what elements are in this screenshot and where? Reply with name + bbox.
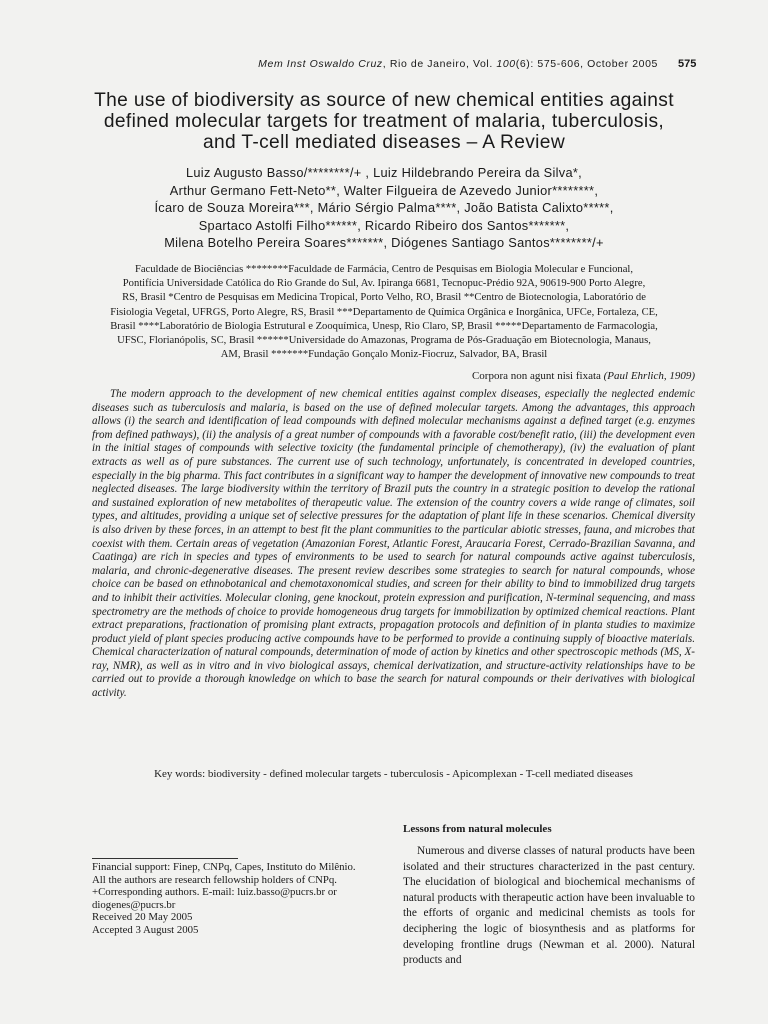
journal-name: Mem Inst Oswaldo Cruz xyxy=(258,58,383,70)
section-heading: Lessons from natural molecules xyxy=(403,823,552,835)
running-header xyxy=(0,58,768,74)
body-text xyxy=(403,844,695,969)
abstract-text: The modern approach to the development of new chemical entities against complex diseases, especially the neglected endemic diseases such as tuberculosis and malaria, is based on the use of defined molecular targets. Among the advantages, this approach allows (i) the search and identification of lead compounds with defined molecular mechanisms against a defined target (e.g. enzymes from defined pathways), (ii) the analysis of a great number of compounds with a favorable cost/benefit ratio, (iii) the development even in the initial stages of compounds with selective toxicity (the fundamental principle of chemotherapy), (iv) the evaluation of plant extracts as well as of pure substances. The current use of such technology, unfortunately, is concentrated in developed countries, especially in the big pharma. This fact contributes in a significant way to hamper the development of innovative new compounds to treat neglected diseases. The large biodiversity within the territory of Brazil puts the country in a strategic position to develop the rational and sustained exploration of new metabolites of therapeutic value. The extension of the country covers a wide range of climates, soil types, and altitudes, providing a unique set of selective pressures for the adaptation of plant life in these scenarios. Chemical diversity is also driven by these forces, in an attempt to best fit the plant communities to the particular abiotic stresses, fauna, and microbes that coexist with them. Certain areas of vegetation (Amazonian Forest, Atlantic Forest, Araucaria Forest, Cerrado-Brazilian Savanna, and Caatinga) are rich in species and types of environments to be used to search for natural compounds active against tuberculosis, malaria, and chronic-degenerative diseases. The present review describes some strategies to search for natural compounds, whose choice can be based on ethnobotanical and chemotaxonomical studies, and screen for their ability to bind to immobilized drug targets and to inhibit their activities. Molecular cloning, gene knockout, protein expression and purification, N-terminal sequencing, and mass spectrometry are the methods of choice to provide homogeneous drug targets for immobilization by optimized chemical reactions. Plant extract preparations, fractionation of promising plant extracts, propagation protocols and definition of in planta studies to maximize product yield of plant species producing active compounds have to be performed to provide a continuing supply of bioactive materials. Chemical characterization of natural compounds, determination of mode of action by kinetics and other spectroscopic methods (MS, X-ray, NMR), as well as in vitro and in vivo biological assays, chemical derivatization, and structure-activity relationships have to be carried out to provide a thorough knowledge on which to base the search for natural compounds or their derivatives with biological activity. xyxy=(92,388,695,700)
epigraph-source: (Paul Ehrlich, 1909) xyxy=(603,370,695,382)
abstract xyxy=(92,388,695,701)
author-line: Arthur Germano Fett-Neto**, Walter Filgueira de Azevedo Junior********, xyxy=(169,182,599,198)
title-line: and T-cell mediated diseases – A Review xyxy=(202,132,566,153)
journal-location: , Rio de Janeiro, Vol. xyxy=(382,58,497,70)
journal-reference xyxy=(258,58,658,70)
epigraph-quote: Corpora non agunt nisi fixata xyxy=(471,370,604,382)
title-line: The use of biodiversity as source of new chemical entities against xyxy=(94,90,674,111)
footnote-line: +Corresponding authors. E-mail: luiz.basso@pucrs.br or xyxy=(92,886,337,899)
keywords: Key words: biodiversity - defined molecular targets - tuberculosis - Apicomplexan - T-cell mediated diseases xyxy=(154,768,633,780)
affiliation-line: UFSC, Florianópolis, SC, Brasil ******Universidade do Amazonas, Programa de Pós-Graduação em Biotecnologia, Manaus, xyxy=(117,335,651,347)
epigraph xyxy=(330,370,695,382)
footnote-line: All the authors are research fellowship holders of CNPq. xyxy=(92,873,337,886)
author-line: Spartaco Astolfi Filho******, Ricardo Ribeiro dos Santos*******, xyxy=(198,217,570,233)
author-line: Milena Botelho Pereira Soares*******, Diógenes Santiago Santos********/+ xyxy=(164,235,604,250)
footnote-line: Received 20 May 2005 xyxy=(92,911,193,924)
affiliation-line: RS, Brasil *Centro de Pesquisas em Medicina Tropical, Porto Velho, RO, Brasil **Centro de Biotecnologia, Laboratório de xyxy=(122,292,646,304)
footnote-line: diogenes@pucrs.br xyxy=(92,898,176,911)
affiliations xyxy=(95,263,673,362)
affiliation-line: Fisiologia Vegetal, UFRGS, Porto Alegre, RS, Brasil ***Departamento de Química Orgânica e Inorgânica, UFCe, Fortaleza, CE, xyxy=(110,306,658,318)
journal-issue-pages-date: (6): 575-606, October 2005 xyxy=(515,58,658,70)
affiliation-line: AM, Brasil *******Fundação Gonçalo Moniz-Fiocruz, Salvador, BA, Brasil xyxy=(220,349,548,361)
footnote-line: Financial support: Finep, CNPq, Capes, Instituto do Milênio. xyxy=(92,861,356,873)
author-line: Luiz Augusto Basso/********/+ , Luiz Hildebrando Pereira da Silva*, xyxy=(185,165,583,180)
journal-volume: 100 xyxy=(496,58,516,70)
author-list xyxy=(60,164,708,252)
footnotes xyxy=(92,861,382,937)
affiliation-line: Faculdade de Biociências ********Faculdade de Farmácia, Centro de Pesquisas em Biologia Molecular e Funcional, xyxy=(134,264,634,275)
page-number: 575 xyxy=(678,58,697,70)
author-line: Ícaro de Souza Moreira***, Mário Sérgio Palma****, João Batista Calixto*****, xyxy=(154,200,614,215)
body-paragraph: Numerous and diverse classes of natural products have been isolated and their structures characterized in the past century. The elucidation of biological and biochemical mechanisms of natural products with therapeutic action have been invaluable to the efforts of organic and medicinal chemists as tools for deciphering the logic of biosynthesis and as platforms for developing frontline drugs (Newman et al. 2000). Natural products and xyxy=(403,845,695,967)
article-title xyxy=(60,90,708,153)
title-line: defined molecular targets for treatment of malaria, tuberculosis, xyxy=(103,111,665,132)
footnote-line: Accepted 3 August 2005 xyxy=(92,923,199,936)
affiliation-line: Pontifícia Universidade Católica do Rio Grande do Sul, Av. Ipiranga 6681, Tecnopuc-Prédio 92A, 90619-900 Porto Alegre, xyxy=(122,278,646,290)
affiliation-line: Brasil ****Laboratório de Biologia Estrutural e Zooquímica, Unesp, Rio Claro, SP, Brasil *****Departamento de Farmacologia, xyxy=(110,320,658,332)
footnote-divider xyxy=(92,858,238,859)
